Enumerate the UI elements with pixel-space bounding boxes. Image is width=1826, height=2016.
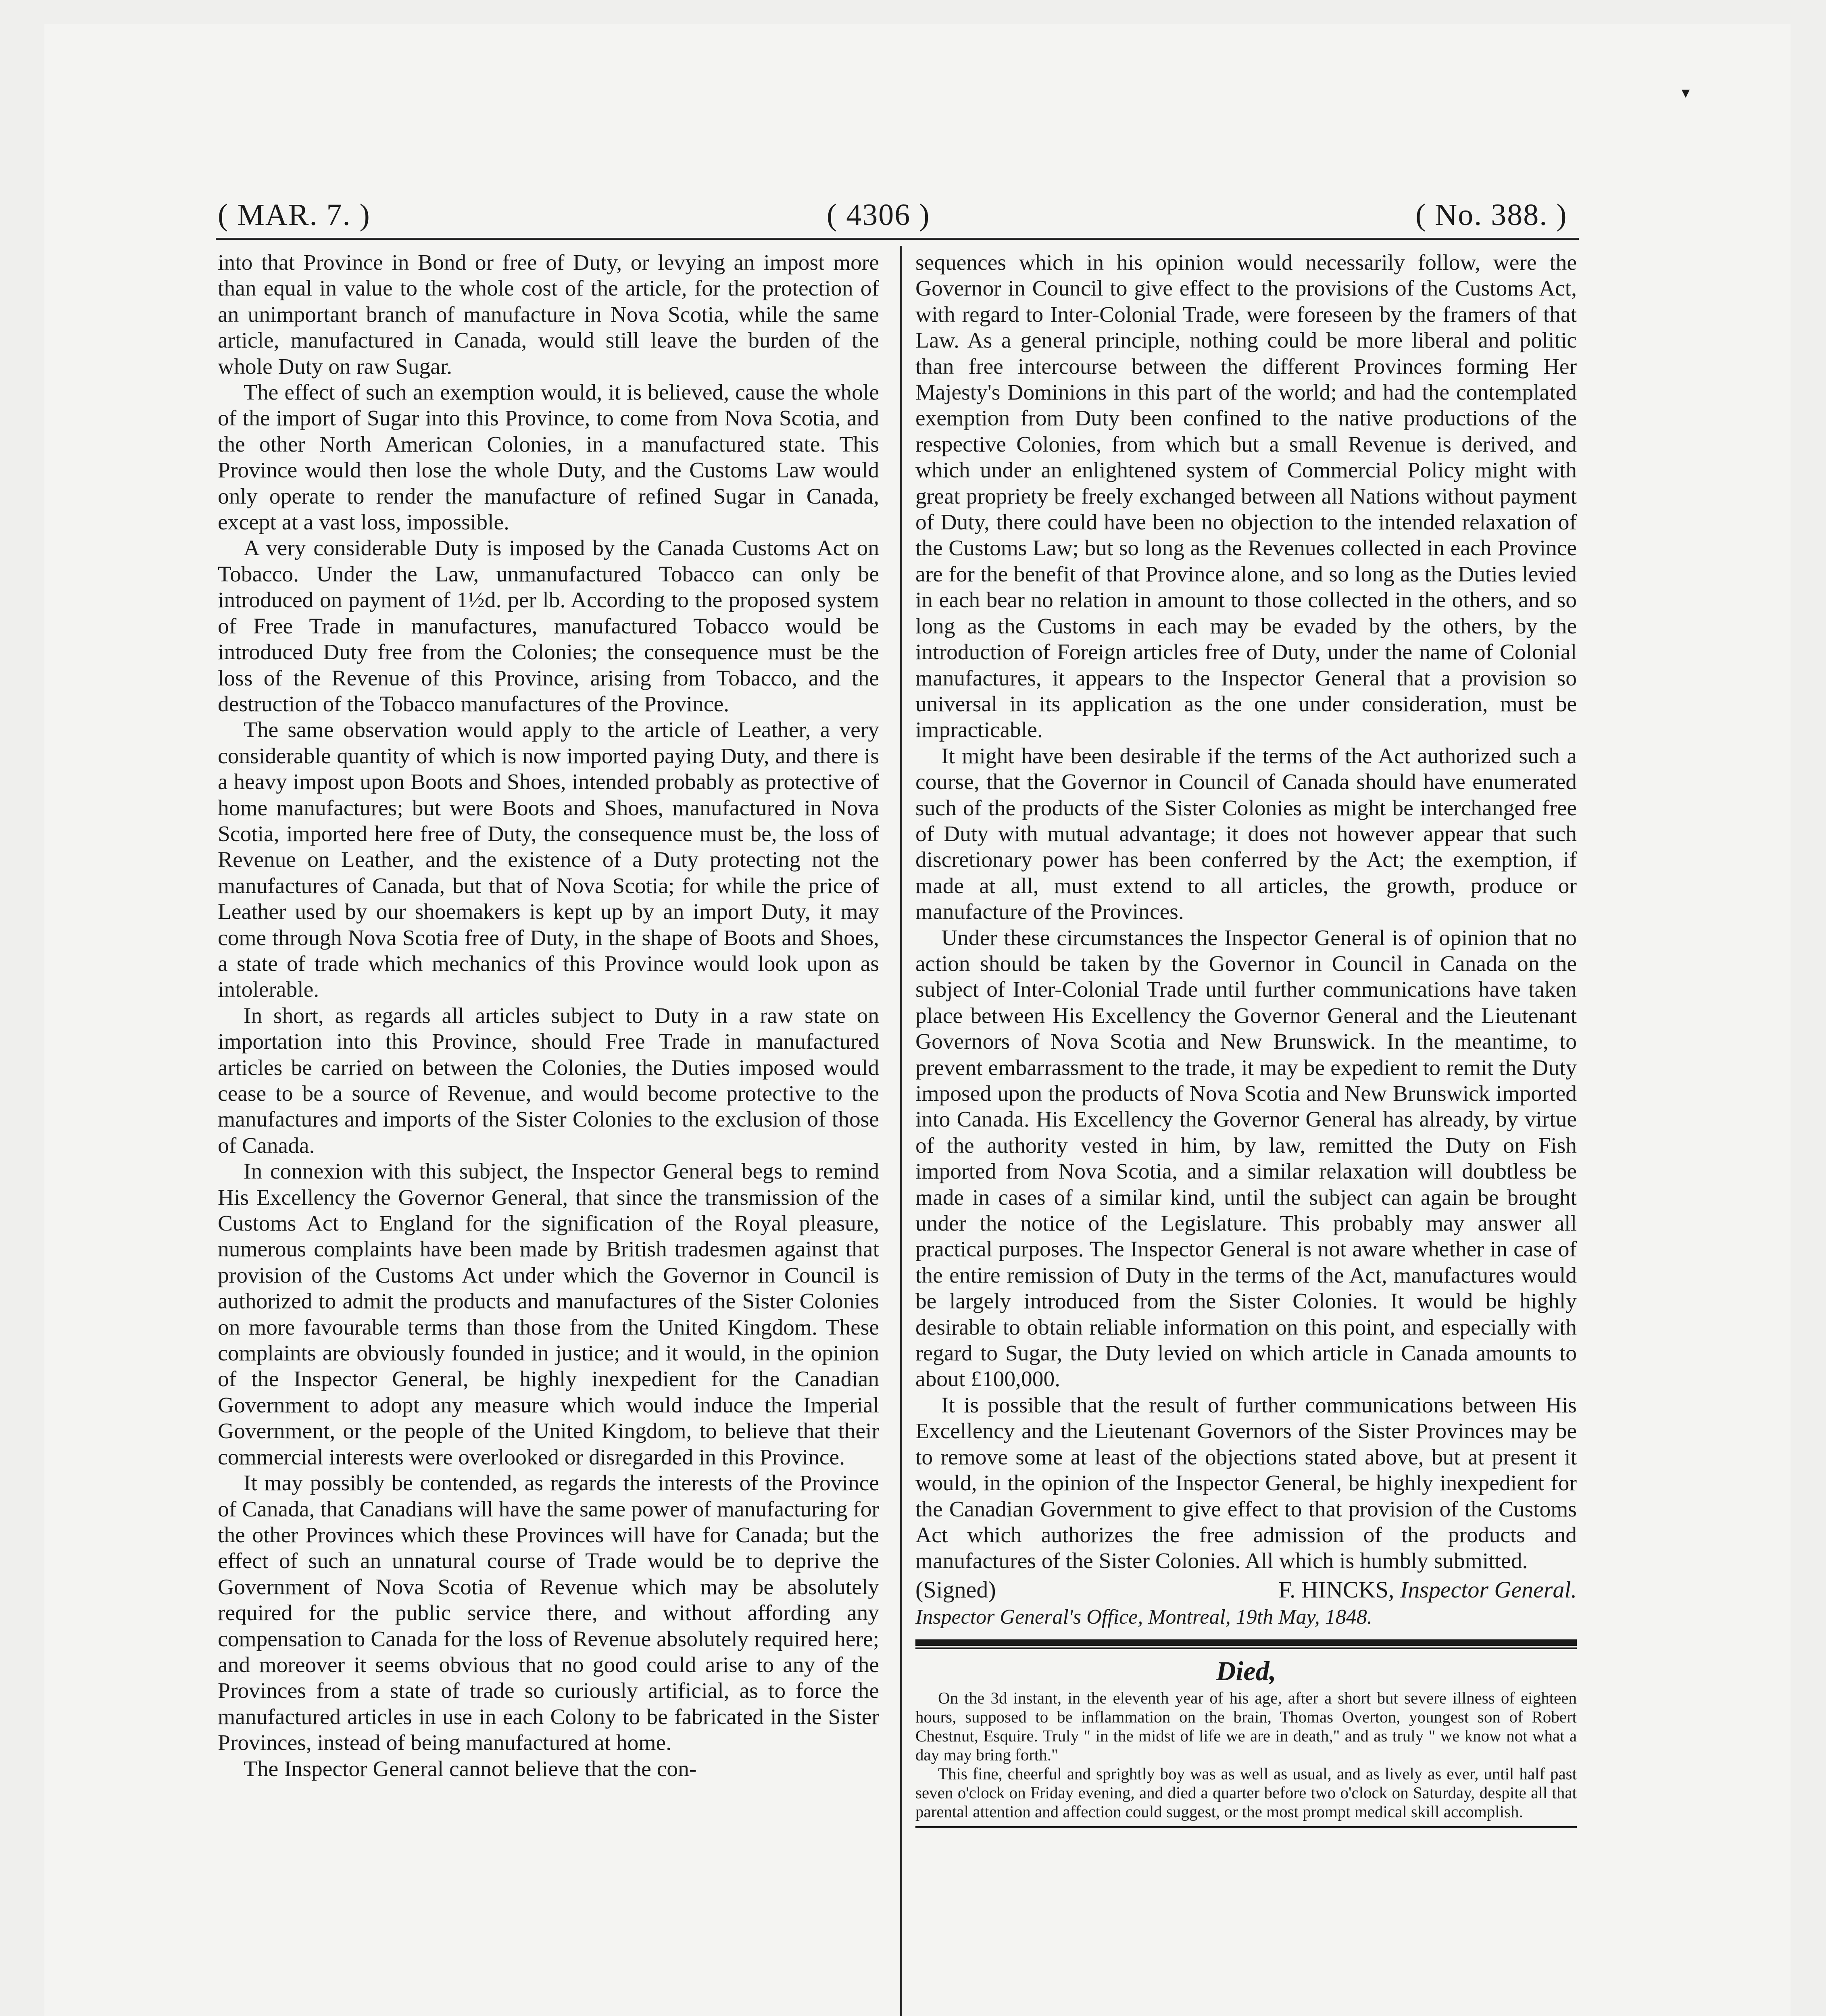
right-paragraph-2: It might have been desirable if the terms of the Act authorized such a course, that the Governor in Council of Canada should have enumerated such of the products of the Sister Colonies as might be interchanged free of Duty with mutual advantage; it does not however appear that such discretionary power has been conferred by the Act; the exemption, if made at all, must extend to all articles, the growth, produce or manufacture of the Provinces.	[915, 744, 1577, 925]
right-paragraph-3: Under these circumstances the Inspector General is of opinion that no action should be taken by the Governor in Council in Canada on the subject of Inter-Colonial Trade until further communications have taken place between His Excellency the Governor General and the Lieutenant Governors of Nova Scotia and New Brunswick. In the meantime, to prevent embarrassment to the trade, it may be expedient to remit the Duty imposed upon the products of Nova Scotia and New Brunswick imported into Canada. His Excellency the Governor General has already, by virtue of the authority vested in him, by law, remitted the Duty on Fish imported from Nova Scotia, and a similar relaxation will doubtless be made in cases of a similar kind, until the subject can again be brought under the notice of the Legislature. This probably may answer all practical purposes. The Inspector General is not aware whether in case of the entire remission of Duty in the terms of the Act, manufactures would be largely introduced from the Sister Colonies. It would be highly desirable to obtain reliable information on this point, and especially with regard to Sugar, the Duty levied on which article in Canada amounts to about £100,000.	[915, 925, 1577, 1392]
left-paragraph-8: The Inspector General cannot believe that the con-	[244, 1756, 697, 1781]
signature-line	[915, 1577, 1577, 1603]
header-date: ( MAR. 7. )	[218, 198, 371, 232]
left-column	[218, 250, 879, 2016]
obituary-paragraph-2: This fine, cheerful and sprightly boy was as well as usual, and as lively as ever, until half past seven o'clock on Friday evening, and died a quarter before two o'clock on Saturday, despite all that parental attention and affection could suggest, or the most prompt medical skill accomplish.	[915, 1764, 1577, 1821]
left-paragraph-3: A very considerable Duty is imposed by the Canada Customs Act on Tobacco. Under the Law, unmanufactured Tobacco can only be introduced on payment of 1½d. per lb. According to the proposed system of Free Trade in manufactures, manufactured Tobacco would be introduced Duty free from the Colonies; the consequence must be the loss of the Revenue of this Province, arising from Tobacco, and the destruction of the Tobacco manufactures of the Province.	[218, 536, 879, 716]
left-paragraph-7: It may possibly be contended, as regards the interests of the Province of Canada, that Canadians will have the same power of manufacturing for the other Provinces which these Provinces will have for Canada; but the effect of such an unnatural course of Trade would be to deprive the Government of Nova Scotia of Revenue which may be absolutely required for the public service there, and without affording any compensation to Canada for the loss of Revenue absolutely required here; and moreover it seems obvious that no good could arise to any of the Provinces from a state of trade so curiously artificial, as to force the manufactured articles in use in each Colony to be fabricated in the Sister Provinces, instead of being manufactured at home.	[218, 1471, 879, 1756]
header-issue-number: ( No. 388. )	[1415, 198, 1568, 232]
right-paragraph-4: It is possible that the result of further communications between His Excellency and the Lieutenant Governors of the Sister Provinces may be to remove some at least of the objections stated above, but at present it would, in the opinion of the Inspector General, be highly inexpedient for the Canadian Government to give effect to that provision of the Customs Act which authorizes the free admission of the products and manufactures of the Sister Colonies. All which is humbly submitted.	[915, 1393, 1577, 1574]
signer	[1278, 1577, 1577, 1603]
signer-title: Inspector General.	[1400, 1576, 1577, 1603]
right-column	[915, 250, 1577, 1828]
header-rule	[216, 238, 1579, 240]
left-paragraph-4: The same observation would apply to the article of Leather, a very considerable quantity of which is now imported paying Duty, and there is a heavy impost upon Boots and Shoes, intended probably as protective of home manufactures; but were Boots and Shoes, manufactured in Nova Scotia, imported here free of Duty, the consequence must be, the loss of Revenue on Leather, and the existence of a Duty protecting not the manufactures of Canada, but that of Nova Scotia; for while the price of Leather used by our shoemakers is kept up by an import Duty, it may come through Nova Scotia free of Duty, in the shape of Boots and Shoes, a state of trade which mechanics of this Province would look upon as intolerable.	[218, 718, 879, 1002]
obituary-paragraph-1: On the 3d instant, in the eleventh year of his age, after a short but severe illness of eighteen hours, supposed to be inflammation on the brain, Thomas Overton, youngest son of Robert Chestnut, Esquire. Truly " in the midst of life we are in death," and as truly " we know not what a day may bring forth."	[915, 1688, 1577, 1764]
died-heading: Died,	[1216, 1655, 1276, 1686]
column-divider	[900, 246, 902, 2016]
obituary	[915, 1689, 1577, 1821]
signer-name: F. HINCKS,	[1278, 1576, 1395, 1603]
left-paragraph-2: The effect of such an exemption would, it is believed, cause the whole of the import of Sugar into this Province, to come from Nova Scotia, and the other North American Colonies, in a manufactured state. This Province would then lose the whole Duty, and the Customs Law would only operate to render the manufacture of refined Sugar in Canada, except at a vast loss, impossible.	[218, 380, 879, 535]
obituary-rule	[915, 1826, 1577, 1828]
corner-mark: ▾	[1682, 83, 1690, 102]
section-rule-heavy	[915, 1639, 1577, 1646]
left-paragraph-1: into that Province in Bond or free of Duty, or levying an impost more than equal in value to the whole cost of the article, for the protection of an unimportant branch of manufacture in Nova Scotia, while the same article, manufactured in Canada, would still leave the burden of the whole Duty on raw Sugar.	[218, 250, 879, 379]
signed-label: (Signed)	[915, 1576, 996, 1603]
section-rule-thin	[915, 1647, 1577, 1649]
right-paragraph-1: sequences which in his opinion would necessarily follow, were the Governor in Council to give effect to the provisions of the Customs Act, with regard to Inter-Colonial Trade, were foreseen by the framers of that Law. As a general principle, nothing could be more liberal and politic than free intercourse between the different Provinces forming Her Majesty's Dominions in this part of the world; and had the contemplated exemption from Duty been confined to the native productions of the respective Colonies, from which but a small Revenue is derived, and which under an enlightened system of Commercial Policy might with great propriety be freely exchanged between all Nations without payment of Duty, there could have been no objection to the intended relaxation of the Customs Law; but so long as the Revenues collected in each Province are for the benefit of that Province alone, and so long as the Duties levied in each bear no relation in amount to those collected in the others, and so long as the Customs in each may be evaded by the others, by the introduction of Foreign articles free of Duty, under the name of Colonial manufactures, it appears to the Inspector General that a provision so universal in its application as the one under consideration, must be impracticable.	[915, 250, 1577, 743]
left-paragraph-5: In short, as regards all articles subject to Duty in a raw state on importation into this Province, should Free Trade in manufactured articles be carried on between the Colonies, the Duties imposed would cease to be a source of Revenue, and would become protective to the manufactures and imports of the Sister Colonies to the exclusion of those of Canada.	[218, 1003, 879, 1158]
header-page-number: ( 4306 )	[827, 198, 930, 232]
left-paragraph-6: In connexion with this subject, the Inspector General begs to remind His Excellency the Governor General, that since the transmission of the Customs Act to England for the signification of the Royal pleasure, numerous complaints have been made by British tradesmen against that provision of the Customs Act under which the Governor in Council is authorized to admit the products and manufactures of the Sister Colonies on more favourable terms than those from the United Kingdom. These complaints are obviously founded in justice; and it would, in the opinion of the Inspector General, be highly inexpedient for the Canadian Government to adopt any measure which would induce the Imperial Government, or the people of the United Kingdom, to believe that their commercial interests were overlooked or disregarded in this Province.	[218, 1159, 879, 1470]
office-line: Inspector General's Office, Montreal, 19th May, 1848.	[915, 1606, 1372, 1629]
